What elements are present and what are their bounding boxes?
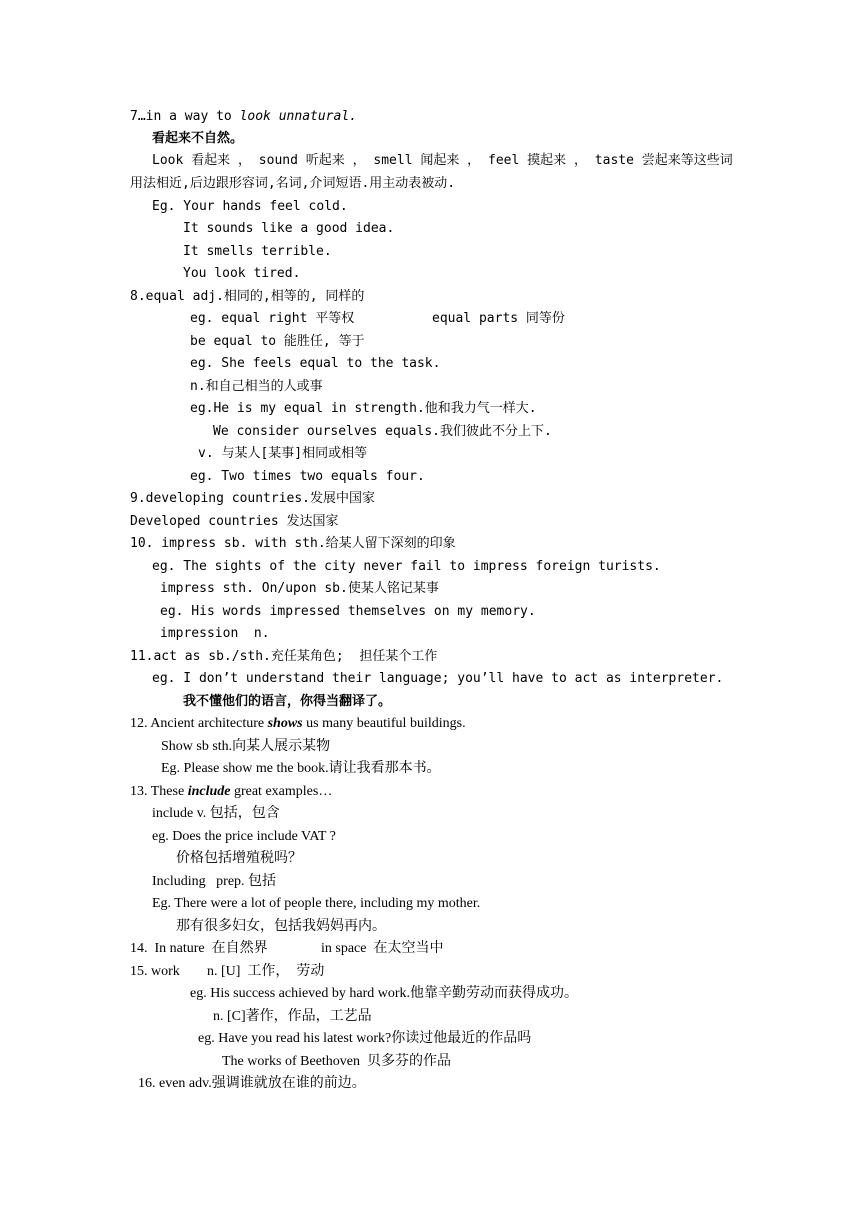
item-15-example-2: eg. Have you read his latest work?你读过他最近的作品吗 [198, 1031, 532, 1046]
item-10-example-2: eg. His words impressed themselves on my memory. [160, 604, 536, 619]
item-15-noun-c: n. [C]著作，作品，工艺品 [213, 1009, 372, 1024]
item-15-heading: 15. work [130, 964, 180, 979]
item-15-example-1: eg. His success achieved by hard work.他靠辛勤劳动而获得成功。 [190, 986, 579, 1001]
item-7-example-4: You look tired. [183, 266, 301, 281]
item-7-example-2: It sounds like a good idea. [183, 221, 395, 236]
item-15-noun-u: n. [U] 工作， 劳动 [207, 964, 325, 979]
item-7-translation: 看起来不自然。 [152, 131, 244, 146]
item-8-heading: 8.equal adj.相同的,相等的, 同样的 [130, 289, 365, 304]
item-13-translation-1: 价格包括增殖税吗？ [176, 851, 302, 866]
item-11-translation: 我不懂他们的语言，你得当翻译了。 [183, 694, 392, 709]
item-8-example-1: eg. equal right 平等权 [190, 311, 355, 326]
item-14-heading: 14. In nature 在自然界 [130, 941, 268, 956]
item-8-example-3: eg.He is my equal in strength.他和我力气一样大. [190, 401, 537, 416]
item-13-verb: include v. 包括，包含 [152, 806, 280, 821]
item-8-verb: v. 与某人[某事]相同或相等 [198, 446, 368, 461]
item-16-heading: 16. even adv.强调谁就放在谁的前边。 [138, 1076, 366, 1091]
item-7-explanation-2: 用法相近,后边跟形容词,名词,介词短语.用主动表被动. [130, 176, 456, 191]
item-10-example-1: eg. The sights of the city never fail to impress foreign turists. [152, 559, 661, 574]
item-8-example-4: We consider ourselves equals.我们彼此不分上下. [213, 424, 552, 439]
item-7-heading: 7…in a way to look unnatural. [130, 109, 357, 124]
item-8-example-2: eg. She feels equal to the task. [190, 356, 441, 371]
item-7-explanation-1: Look 看起来 ， sound 听起来 ， smell 闻起来 ， feel 摸起来 ， taste 尝起来等这些词 [152, 153, 733, 168]
item-10-phrase: impress sth. On/upon sb.使某人铭记某事 [160, 581, 439, 596]
item-14-phrase-2: in space 在太空当中 [321, 941, 444, 956]
item-7-example-1: Eg. Your hands feel cold. [152, 199, 348, 214]
item-12-example: Eg. Please show me the book.请让我看那本书。 [161, 761, 441, 776]
item-13-prep: Including prep. 包括 [152, 874, 277, 889]
item-12-heading: 12. Ancient architecture shows us many beautiful buildings. [130, 716, 466, 731]
item-9-heading: 9.developing countries.发展中国家 [130, 491, 376, 506]
item-7-example-3: It smells terrible. [183, 244, 332, 259]
item-8-example-5: eg. Two times two equals four. [190, 469, 425, 484]
item-8-noun: n.和自己相当的人或事 [190, 379, 323, 394]
item-13-example-1: eg. Does the price include VAT ? [152, 829, 336, 844]
item-9-line-2: Developed countries 发达国家 [130, 514, 339, 529]
item-15-example-3: The works of Beethoven 贝多芬的作品 [222, 1054, 452, 1069]
item-10-noun: impression n. [160, 626, 270, 641]
item-13-heading: 13. These include great examples… [130, 784, 333, 799]
item-13-example-2: Eg. There were a lot of people there, including my mother. [152, 896, 481, 911]
item-11-heading: 11.act as sb./sth.充任某角色; 担任某个工作 [130, 649, 438, 664]
item-8-phrase: be equal to 能胜任, 等于 [190, 334, 365, 349]
item-11-example: eg. I don’t understand their language; you’ll have to act as interpreter. [152, 671, 724, 686]
item-12-phrase: Show sb sth.向某人展示某物 [161, 739, 331, 754]
item-8-example-1b: equal parts 同等份 [432, 311, 565, 326]
item-10-heading: 10. impress sb. with sth.给某人留下深刻的印象 [130, 536, 456, 551]
item-13-translation-2: 那有很多妇女，包括我妈妈再内。 [176, 919, 386, 934]
